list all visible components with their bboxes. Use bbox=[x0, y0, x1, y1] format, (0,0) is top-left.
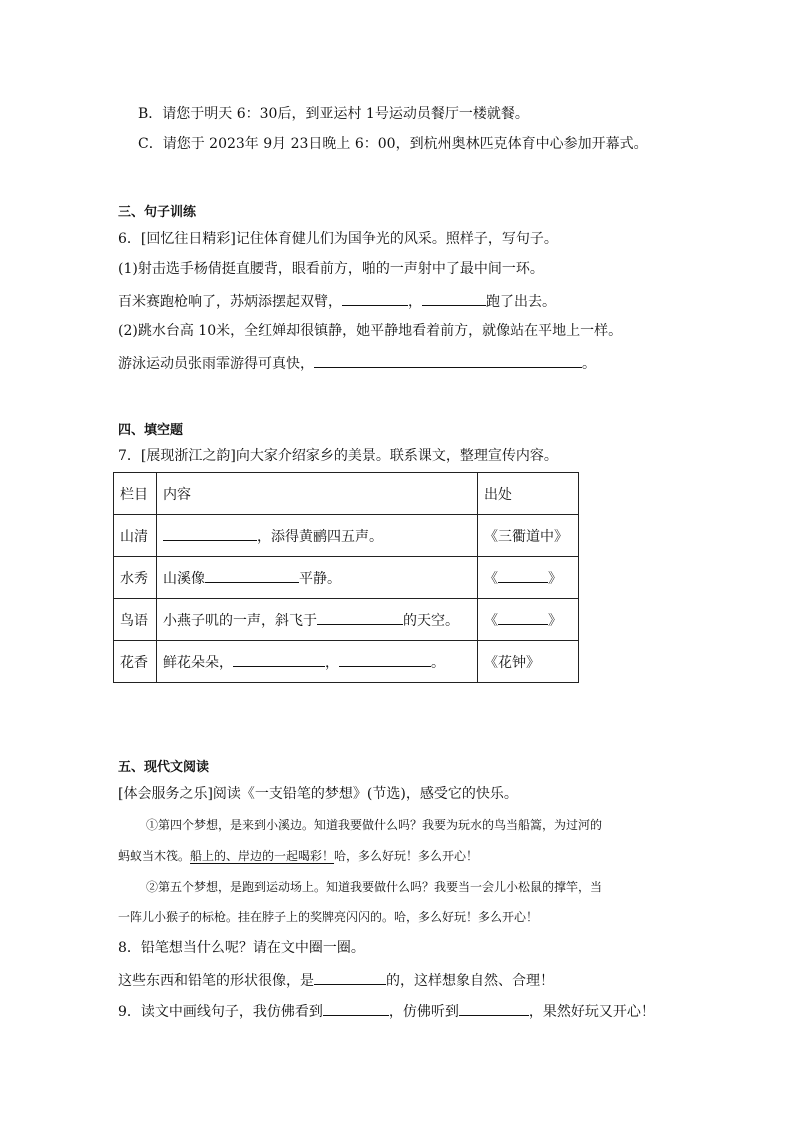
answer-blank[interactable] bbox=[339, 651, 431, 667]
row-source bbox=[478, 599, 579, 641]
fill-suffix: 的，这样想象自然、合理！ bbox=[386, 973, 554, 989]
row-source: 《花钟》 bbox=[478, 641, 579, 683]
table-header-row bbox=[114, 473, 579, 515]
content-text: 。 bbox=[431, 655, 445, 671]
answer-blank[interactable] bbox=[498, 567, 548, 583]
answer-blank[interactable] bbox=[498, 609, 548, 625]
example-2: (2)跳水台高 10米，全红婵却很镇静，她平静地看着前方，就像站在平地上一样。 bbox=[118, 323, 623, 339]
answer-blank[interactable] bbox=[459, 1000, 529, 1016]
row-source: 《三衢道中》 bbox=[478, 515, 579, 557]
reading-intro: [体会服务之乐]阅读《一支铅笔的梦想》(节选)，感受它的快乐。 bbox=[118, 786, 518, 802]
section-3-title: 三、句子训练 bbox=[118, 205, 197, 220]
header-column: 栏目 bbox=[114, 473, 157, 515]
header-content: 内容 bbox=[157, 473, 478, 515]
q8-fill-line bbox=[118, 969, 554, 991]
row-content bbox=[157, 515, 478, 557]
answer-blank[interactable] bbox=[314, 969, 386, 985]
row-content bbox=[157, 641, 478, 683]
underlined-sentence: 船上的、岸边的一起喝彩！ bbox=[190, 849, 335, 863]
answer-blank[interactable] bbox=[422, 290, 486, 306]
fill-1-suffix: 跑了出去。 bbox=[486, 294, 556, 310]
passage-1-line-1: ①第四个梦想，是来到小溪边。知道我要做什么吗？我要为玩水的鸟当船篙，为过河的 bbox=[146, 818, 603, 832]
answer-blank[interactable] bbox=[342, 290, 408, 306]
table-row bbox=[114, 599, 579, 641]
passage-2-line-2: 一阵儿小猴子的标枪。挂在脖子上的奖牌亮闪闪的。哈，多么好玩！多么开心！ bbox=[118, 910, 539, 924]
question-9 bbox=[118, 1000, 655, 1022]
answer-blank[interactable] bbox=[233, 651, 325, 667]
fill-line-2 bbox=[118, 352, 596, 374]
promo-table bbox=[113, 472, 579, 683]
passage-2-line-1: ②第五个梦想，是跑到运动场上。知道我要做什么吗？我要当一会儿小松鼠的撑竿，当 bbox=[146, 880, 603, 894]
example-1: (1)射击选手杨倩挺直腰背，眼看前方，啪的一声射中了最中间一环。 bbox=[118, 261, 544, 277]
fill-2-prefix: 游泳运动员张雨霏游得可真快， bbox=[118, 356, 314, 372]
passage-1-line-2 bbox=[118, 846, 478, 866]
q9-text: ，仿佛听到 bbox=[388, 1004, 459, 1020]
content-text: ， bbox=[325, 655, 339, 671]
question-8: 8．铅笔想当什么呢？请在文中圈一圈。 bbox=[118, 940, 365, 956]
answer-blank[interactable] bbox=[205, 567, 299, 583]
content-text: ，添得黄鹂四五声。 bbox=[257, 529, 383, 545]
q9-text: 9．读文中画线句子，我仿佛看到 bbox=[118, 1004, 323, 1020]
question-7: 7．[展现浙江之韵]向大家介绍家乡的美景。联系课文，整理宣传内容。 bbox=[118, 448, 558, 464]
source-close: 》 bbox=[548, 571, 562, 587]
fill-2-suffix: 。 bbox=[582, 356, 596, 372]
option-c: C．请您于 2023年 9月 23日晚上 6：00，到杭州奥林匹克体育中心参加开幕式。 bbox=[138, 136, 648, 152]
answer-blank[interactable] bbox=[163, 525, 257, 541]
row-source bbox=[478, 557, 579, 599]
answer-blank[interactable] bbox=[323, 1000, 389, 1016]
answer-blank[interactable] bbox=[314, 352, 582, 368]
q9-text: ，果然好玩又开心！ bbox=[528, 1004, 655, 1020]
row-content bbox=[157, 557, 478, 599]
table-row bbox=[114, 515, 579, 557]
fill-prefix: 这些东西和铅笔的形状很像，是 bbox=[118, 973, 314, 989]
content-text: 平静。 bbox=[299, 571, 341, 587]
row-label: 花香 bbox=[114, 641, 157, 683]
passage-text: 蚂蚁当木筏。 bbox=[118, 849, 191, 863]
source-open: 《 bbox=[484, 571, 498, 587]
content-text: 鲜花朵朵， bbox=[163, 655, 233, 671]
row-content bbox=[157, 599, 478, 641]
fill-line-1 bbox=[118, 290, 556, 312]
section-4-title: 四、填空题 bbox=[118, 423, 184, 438]
content-text: 山溪像 bbox=[163, 571, 205, 587]
source-close: 》 bbox=[548, 613, 562, 629]
row-label: 水秀 bbox=[114, 557, 157, 599]
section-5-title: 五、现代文阅读 bbox=[118, 760, 210, 775]
fill-1-prefix: 百米赛跑枪响了，苏炳添摆起双臂， bbox=[118, 294, 342, 310]
content-text: 小燕子叽的一声，斜飞于 bbox=[163, 613, 317, 629]
table-row bbox=[114, 641, 579, 683]
answer-blank[interactable] bbox=[317, 609, 403, 625]
passage-text: 哈，多么好玩！多么开心！ bbox=[334, 849, 479, 863]
question-6: 6．[回忆往日精彩]记住体育健儿们为国争光的风采。照样子，写句子。 bbox=[118, 231, 558, 247]
header-source: 出处 bbox=[478, 473, 579, 515]
table-row bbox=[114, 557, 579, 599]
row-label: 鸟语 bbox=[114, 599, 157, 641]
fill-1-sep: ， bbox=[408, 294, 422, 310]
source-open: 《 bbox=[484, 613, 498, 629]
content-text: 的天空。 bbox=[403, 613, 459, 629]
option-b: B．请您于明天 6：30后，到亚运村 1号运动员餐厅一楼就餐。 bbox=[138, 106, 529, 122]
row-label: 山清 bbox=[114, 515, 157, 557]
